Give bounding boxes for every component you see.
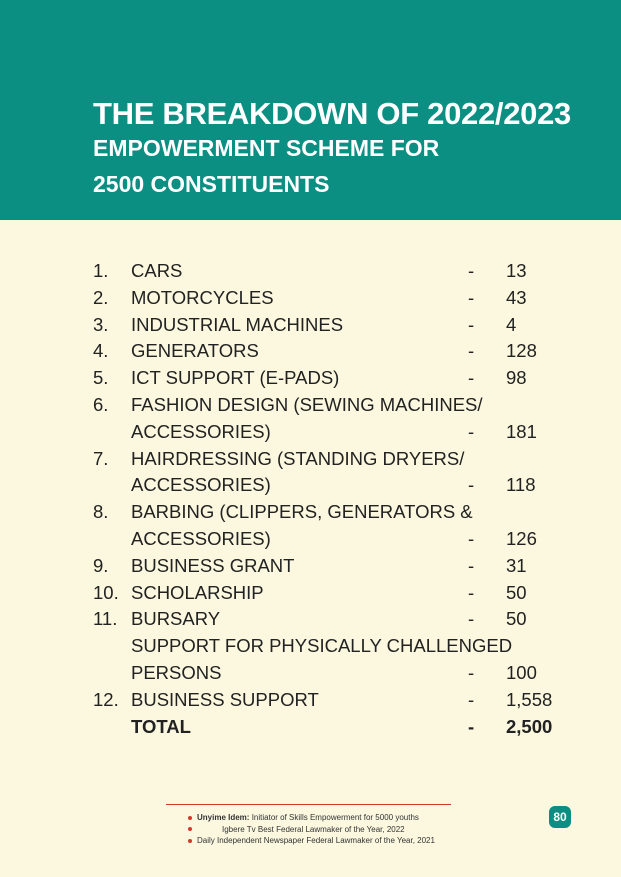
- list-item: [0, 446, 621, 473]
- item-value: 43: [506, 286, 527, 308]
- list-item: [0, 687, 621, 714]
- item-value: 50: [506, 581, 527, 603]
- title-banner: [0, 0, 621, 220]
- footer-line-1-text: Initiator of Skills Empowerment for 5000 youths: [251, 813, 419, 822]
- item-value: 1,558: [506, 688, 553, 710]
- item-dash: -: [468, 260, 475, 281]
- item-label: SUPPORT FOR PHYSICALLY CHALLENGED: [131, 635, 513, 657]
- item-number: 10.: [93, 581, 119, 603]
- bullet-icon: [188, 827, 192, 831]
- list-item: [0, 472, 621, 499]
- item-label: CARS: [131, 260, 183, 281]
- list-item: [0, 499, 621, 526]
- list-item: [0, 285, 621, 312]
- item-label: ACCESSORIES): [131, 474, 271, 496]
- footer-line-3-text: Daily Independent Newspaper Federal Lawmaker of the Year, 2021: [197, 836, 435, 845]
- item-value: 100: [506, 661, 537, 683]
- item-value: 181: [506, 420, 537, 442]
- list-item: [0, 392, 621, 419]
- footer-line-1: [188, 813, 419, 822]
- item-label: SCHOLARSHIP: [131, 581, 264, 603]
- list-item: [0, 312, 621, 339]
- item-label: HAIRDRESSING (STANDING DRYERS/: [131, 447, 465, 469]
- footer-name: Unyime Idem:: [197, 813, 250, 822]
- item-label: FASHION DESIGN (SEWING MACHINES/: [131, 393, 483, 415]
- item-dash: -: [468, 340, 475, 362]
- item-value: 50: [506, 608, 527, 630]
- item-value: 128: [506, 340, 537, 362]
- item-dash: -: [468, 313, 475, 335]
- item-value: 118: [506, 474, 536, 496]
- item-dash: -: [468, 286, 475, 308]
- page-number-badge: 80: [549, 806, 571, 828]
- footer-divider: [166, 804, 451, 805]
- list-item: [0, 338, 621, 365]
- list-item: [0, 633, 621, 660]
- item-number: 11.: [93, 608, 118, 630]
- footer-line-3: [188, 836, 435, 845]
- item-value: 126: [506, 527, 537, 549]
- item-number: 6.: [93, 393, 109, 415]
- item-label: PERSONS: [131, 661, 222, 683]
- item-label: BUSINESS SUPPORT: [131, 688, 319, 710]
- page-subtitle-line-2: 2500 CONSTITUENTS: [93, 171, 330, 197]
- item-label: BUSINESS GRANT: [131, 554, 295, 576]
- total-value: 2,500: [506, 715, 553, 737]
- list-item: [0, 419, 621, 446]
- item-number: 8.: [93, 501, 109, 523]
- item-label: GENERATORS: [131, 340, 259, 362]
- item-number: 5.: [93, 367, 109, 389]
- list-item: [0, 660, 621, 687]
- item-value: 4: [506, 313, 517, 335]
- item-dash: -: [468, 420, 475, 442]
- item-value: 13: [506, 260, 527, 281]
- total-row: [0, 714, 621, 741]
- page-title: THE BREAKDOWN OF 2022/2023: [93, 96, 571, 131]
- total-dash: -: [468, 715, 475, 737]
- list-item: [0, 365, 621, 392]
- item-number: 7.: [93, 447, 109, 469]
- breakdown-list: [0, 258, 621, 740]
- bullet-icon: [188, 816, 192, 820]
- list-item: [0, 606, 621, 633]
- item-number: 2.: [93, 286, 109, 308]
- item-number: 4.: [93, 340, 109, 362]
- item-dash: -: [468, 608, 475, 630]
- item-number: 3.: [93, 313, 109, 335]
- item-number: 1.: [93, 260, 109, 281]
- item-number: 9.: [93, 554, 109, 576]
- item-dash: -: [468, 661, 475, 683]
- list-item: [0, 553, 621, 580]
- item-value: 31: [506, 554, 527, 576]
- item-dash: -: [468, 527, 475, 549]
- page-subtitle-line-1: EMPOWERMENT SCHEME FOR: [93, 135, 440, 161]
- bullet-icon: [188, 839, 192, 843]
- item-label: MOTORCYCLES: [131, 286, 274, 308]
- item-dash: -: [468, 474, 475, 496]
- footer-line-2: Igbere Tv Best Federal Lawmaker of the Year, 2022: [222, 825, 405, 834]
- item-label: ACCESSORIES): [131, 527, 271, 549]
- item-label: BARBING (CLIPPERS, GENERATORS &: [131, 501, 473, 523]
- list-item: [0, 526, 621, 553]
- item-dash: -: [468, 367, 475, 389]
- list-item: [0, 580, 621, 607]
- item-dash: -: [468, 688, 475, 710]
- item-label: ICT SUPPORT (E-PADS): [131, 367, 340, 389]
- item-dash: -: [468, 581, 475, 603]
- item-number: 12.: [93, 688, 119, 710]
- total-label: TOTAL: [131, 715, 191, 737]
- item-label: INDUSTRIAL MACHINES: [131, 313, 344, 335]
- item-value: 98: [506, 367, 527, 389]
- list-item: [0, 258, 621, 285]
- item-dash: -: [468, 554, 475, 576]
- item-label: BURSARY: [131, 608, 221, 630]
- item-label: ACCESSORIES): [131, 420, 271, 442]
